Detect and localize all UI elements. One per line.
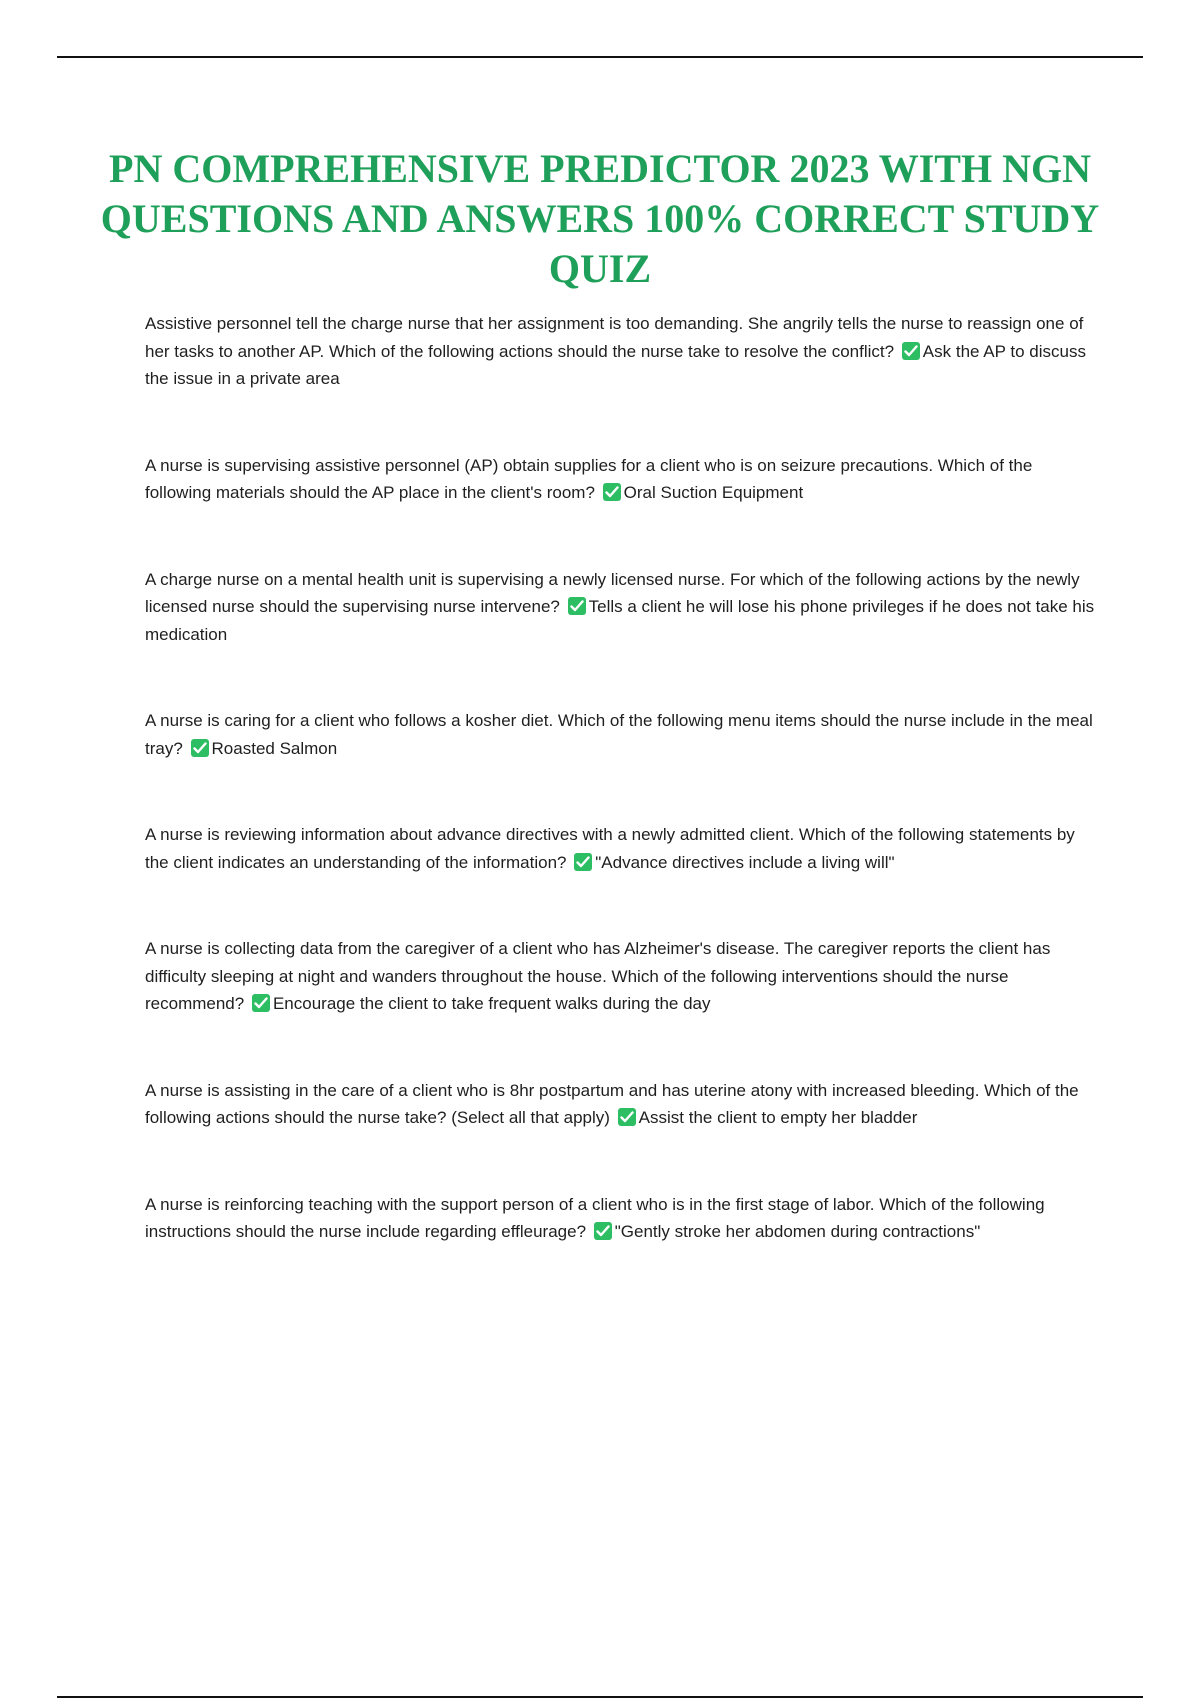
qa-list [145, 310, 1095, 1305]
question-text: A nurse is supervising assistive personnel (AP) obtain supplies for a client who is on seizure precautions. Which of the following materials should the AP place in the client's room? [145, 455, 1033, 502]
qa-item [145, 452, 1095, 507]
top-rule [57, 56, 1143, 58]
qa-item [145, 1077, 1095, 1132]
qa-item [145, 935, 1095, 1018]
qa-item [145, 707, 1095, 762]
bottom-rule [57, 1696, 1143, 1698]
check-mark-icon [191, 739, 209, 757]
question-text: A nurse is assisting in the care of a client who is 8hr postpartum and has uterine atony with increased bleeding. Which of the following actions should the nurse take? (Select all that apply) [145, 1080, 1079, 1127]
check-mark-icon [603, 483, 621, 501]
answer-text: Tells a client he will lose his phone privileges if he does not take his medication [145, 597, 1095, 644]
answer-text: "Gently stroke her abdomen during contractions" [614, 1222, 981, 1241]
answer-text: Ask the AP to discuss the issue in a private area [145, 341, 1086, 388]
check-mark-icon [568, 597, 586, 615]
question-text: Assistive personnel tell the charge nurse that her assignment is too demanding. She angrily tells the nurse to reassign one of her tasks to another AP. Which of the following actions should the nurse take to resolve the conflict? [145, 314, 1084, 361]
question-text: A charge nurse on a mental health unit is supervising a newly licensed nurse. For which of the following actions by the newly licensed nurse should the supervising nurse intervene? [145, 569, 1080, 616]
check-mark-icon [902, 342, 920, 360]
document-title: PN COMPREHENSIVE PREDICTOR 2023 WITH NGN QUESTIONS AND ANSWERS 100% CORRECT STUDY QUIZ [100, 146, 1100, 291]
qa-item [145, 566, 1095, 649]
check-mark-icon [618, 1108, 636, 1126]
question-text: A nurse is reviewing information about advance directives with a newly admitted client. Which of the following statements by the client indicates an understanding of the information? [145, 825, 1075, 872]
check-mark-icon [594, 1222, 612, 1240]
answer-text: "Advance directives include a living will" [595, 852, 895, 872]
qa-item [145, 310, 1095, 393]
question-text: A nurse is reinforcing teaching with the support person of a client who is in the first stage of labor. Which of the following instructions should the nurse include regarding effleurage? [145, 1194, 1045, 1241]
question-text: A nurse is collecting data from the caregiver of a client who has Alzheimer's disease. The caregiver reports the client has difficulty sleeping at night and wanders throughout the house. Which of the following interventions should the nurse recommend? [145, 939, 1051, 1013]
answer-text: Encourage the client to take frequent walks during the day [272, 994, 711, 1013]
answer-text: Assist the client to empty her bladder [638, 1108, 918, 1127]
check-mark-icon [574, 853, 592, 871]
answer-text: Roasted Salmon [211, 738, 338, 758]
answer-text: Oral Suction Equipment [623, 483, 804, 502]
qa-item [145, 821, 1095, 876]
question-text: A nurse is caring for a client who follows a kosher diet. Which of the following menu items should the nurse include in the meal tray? [145, 711, 1093, 758]
check-mark-icon [252, 994, 270, 1012]
qa-item [145, 1191, 1095, 1246]
